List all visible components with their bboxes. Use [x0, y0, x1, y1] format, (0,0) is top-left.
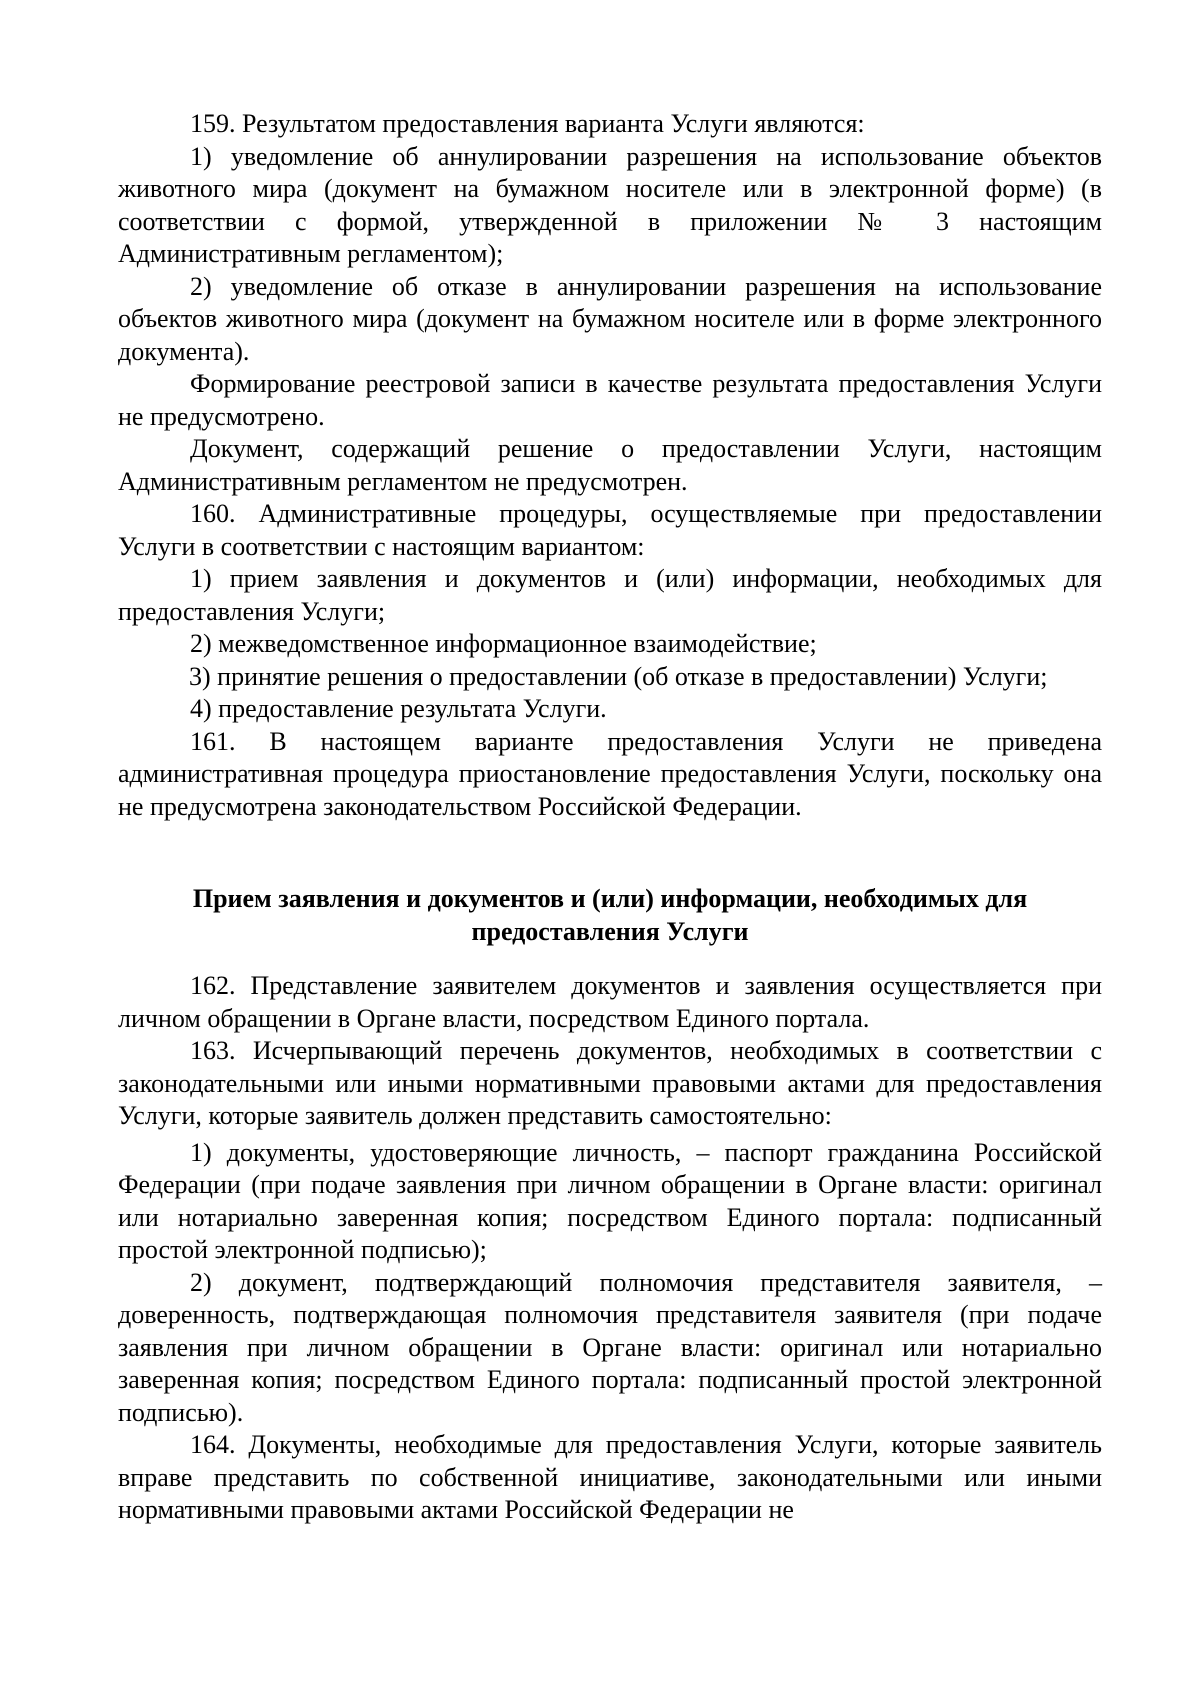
paragraph-159: 159. Результатом предоставления варианта Услуги являются:	[190, 109, 865, 138]
list-item-160-1: 1) прием заявления и документов и (или) информации, необходимых для предоставления Услуги;	[118, 564, 1102, 626]
section-heading: Прием заявления и документов и (или) информации, необходимых для предоставления Услуги	[192, 884, 1028, 946]
list-item-160-2: 2) межведомственное информационное взаимодействие;	[190, 629, 817, 658]
paragraph-162: 162. Представление заявителем документов и заявления осуществляется при личном обращении в Органе власти, посредством Единого портала.	[118, 971, 1102, 1033]
paragraph-160: 160. Административные процедуры, осуществляемые при предоставлении Услуги в соответствии с настоящим вариантом:	[118, 499, 1102, 561]
list-item-160-3: 3) принятие решения о предоставлении (об отказе в предоставлении) Услуги;	[189, 661, 1048, 691]
list-item-160-4: 4) предоставление результата Услуги.	[190, 694, 607, 723]
paragraph-registry-record: Формирование реестровой записи в качестве результата предоставления Услуги не предусмотрено.	[118, 369, 1102, 431]
list-item-159-2: 2) уведомление об отказе в аннулировании разрешения на использование объектов животного мира (документ на бумажном носителе или в форме электронного документа).	[118, 271, 1102, 366]
paragraph-161: 161. В настоящем варианте предоставления Услуги не приведена административная процедура приостановление предоставления Услуги, поскольку она не предусмотрена законодательством Российской Федерации.	[118, 726, 1102, 821]
list-item-163-1: 1) документы, удостоверяющие личность, – паспорт гражданина Российской Федерации (при подаче заявления при личном обращении в Органе власти: оригинал или нотариально заверенная копия; посредством Единого портала: подписанный простой электронной подписью);	[118, 1137, 1102, 1264]
paragraph-decision-document: Документ, содержащий решение о предоставлении Услуги, настоящим Административным регламентом не предусмотрен.	[118, 434, 1102, 496]
list-item-159-1: 1) уведомление об аннулировании разрешения на использование объектов животного мира (документ на бумажном носителе или в электронной форме) (в соответствии с формой, утвержденной в приложении № 3 настоящим Административным регламентом);	[118, 141, 1102, 268]
list-item-163-2: 2) документ, подтверждающий полномочия представителя заявителя, – доверенность, подтверждающая полномочия представителя заявителя (при подаче заявления при личном обращении в Органе власти: оригинал или нотариально заверенная копия; посредством Единого портала: подписанный простой электронной подписью).	[118, 1267, 1102, 1427]
paragraph-163: 163. Исчерпывающий перечень документов, необходимых в соответствии с законодательными или иными нормативными правовыми актами для предоставления Услуги, которые заявитель должен представить самостоятельно:	[118, 1036, 1102, 1130]
paragraph-164: 164. Документы, необходимые для предоставления Услуги, которые заявитель вправе представить по собственной инициативе, законодательными или иными нормативными правовыми актами Российской Федерации не	[118, 1430, 1102, 1524]
